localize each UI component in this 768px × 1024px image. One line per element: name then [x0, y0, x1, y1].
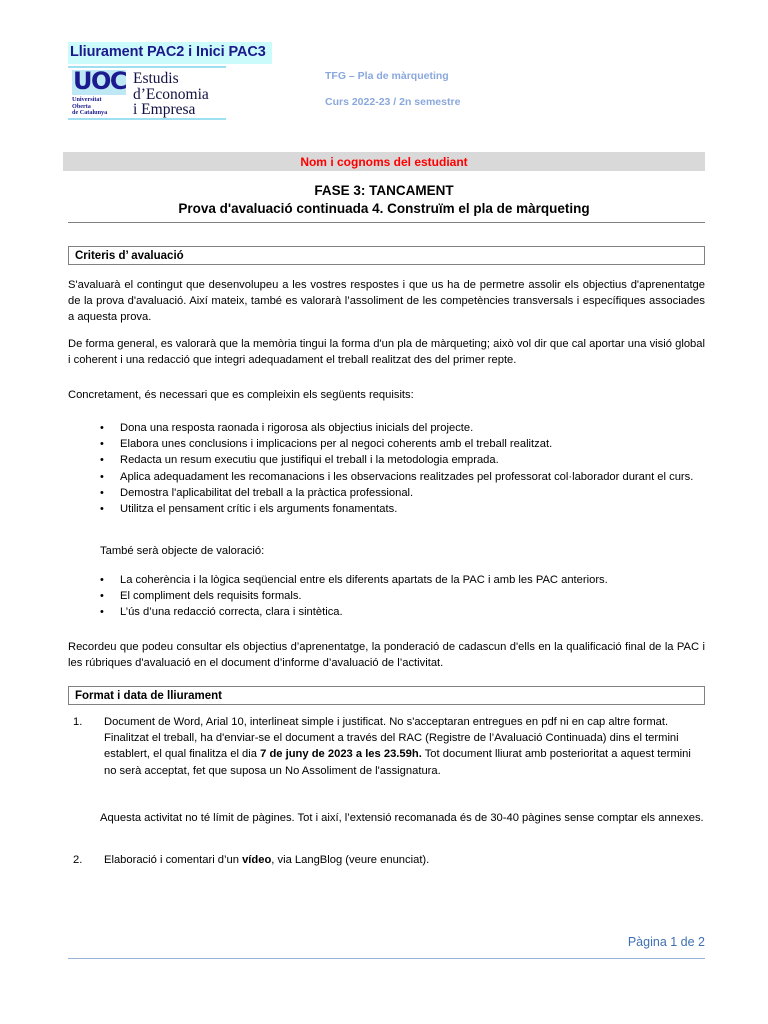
format-item2-text-post: , via LangBlog (veure enunciat). [271, 854, 430, 866]
list-item-text: Demostra l'aplicabilitat del treball a la pràctica professional. [120, 486, 414, 499]
uoc-wordmark: UOC [73, 67, 127, 95]
list-item-marker: 1. [73, 716, 83, 728]
document-header-title-wrap [68, 42, 272, 64]
list-item-text: Utilitza el pensament crític i els arguments fonamentats. [120, 503, 398, 516]
bullet-icon: • [100, 422, 104, 434]
list-item [68, 501, 705, 517]
course-period: Curs 2022-23 / 2n semestre [325, 96, 461, 108]
bullet-icon: • [100, 454, 104, 467]
uoc-subtitle-line-3: de Catalunya [72, 109, 108, 117]
format-item1-text-a: Document de Word, Arial 10, interlineat simple i justificat. No s'acceptaran entregues en pdf ni en cap altre format. [104, 716, 669, 728]
course-meta [325, 70, 460, 108]
list-item-text: L’ús d’una redacció correcta, clara i sintètica. [120, 606, 343, 619]
format-item1-text-b-pre: Finalitzat el treball, ha d'enviar-se el document a través del RAC (Registre de l’Avaluació Continuada) dins el termini establert, el qual finalitza el dia [104, 732, 679, 761]
student-name-band [63, 152, 705, 171]
list-item [68, 572, 705, 588]
criteria-paragraph-3: Concretament, és necessari que es compleixin els següents requisits: [68, 389, 414, 401]
uoc-subtitle-line-2: Oberta [72, 102, 91, 110]
bullet-icon: • [100, 574, 104, 586]
uoc-logo [68, 66, 226, 120]
criteria-paragraph-4: També serà objecte de valoració: [100, 545, 265, 557]
list-item [68, 852, 705, 868]
list-item-text [104, 714, 705, 779]
title-divider [68, 222, 705, 223]
page-title [63, 182, 705, 218]
list-item [68, 436, 705, 452]
list-item-marker: 2. [73, 854, 83, 866]
format-numbered-list [68, 714, 705, 779]
format-numbered-list-item-2 [68, 852, 705, 868]
list-item-text: Redacta un resum executiu que justifiqui el treball i la metodologia emprada. [120, 454, 499, 467]
list-item-text: Elabora unes conclusions i implicacions per al negoci coherents amb el treball realitzat. [120, 438, 553, 451]
section-header-criteria-label: Criteris d’ avaluació [75, 249, 184, 262]
list-item-text: La coherència i la lògica seqüencial entre els diferents apartats de la PAC i amb les PAC anteriors. [120, 574, 608, 586]
uoc-logo-subtitle [72, 97, 130, 117]
document-header-title: Lliurament PAC2 i Inici PAC3 [68, 42, 272, 64]
list-item [68, 420, 705, 436]
list-item-text [104, 852, 705, 868]
list-item [68, 469, 705, 485]
footer-divider [68, 958, 705, 959]
course-title: TFG – Pla de màrqueting [325, 70, 449, 82]
criteria-bullet-list [68, 420, 705, 517]
bullet-icon: • [100, 503, 104, 516]
list-item-text: El compliment dels requisits formals. [120, 590, 302, 603]
uoc-logo-badge [72, 67, 127, 95]
student-name-placeholder: Nom i cognoms del estudiant [300, 154, 468, 169]
list-item [68, 588, 705, 604]
page-title-phase: FASE 3: TANCAMENT [314, 183, 454, 198]
list-item [68, 485, 705, 501]
bullet-icon: • [100, 606, 104, 619]
section-header-format [68, 686, 705, 705]
page-number: Pàgina 1 de 2 [627, 935, 705, 949]
uoc-logo-mark [68, 67, 130, 117]
uoc-subtitle-line-1: Universitat [72, 96, 102, 103]
faculty-name-line-3: i Empresa [133, 101, 196, 118]
format-item1-text-c: Aquesta activitat no té límit de pàgines. Tot i així, l’extensió recomanada és de 30-40 pàgines sense comptar els annexes. [100, 812, 704, 824]
list-item-text: Aplica adequadament les recomanacions i les observacions realitzades pel professorat col·laborador durant el curs. [120, 470, 694, 483]
format-deadline: 7 de juny de 2023 a les 23.59h. [260, 748, 422, 761]
bullet-icon: • [100, 590, 104, 603]
criteria-paragraph-2: De forma general, es valorarà que la memòria tingui la forma d'un pla de màrqueting; això vol dir que cal aportar una visió global i coherent i una redacció que integri adequadament el treball realitzat des del primer repte. [68, 338, 705, 367]
section-header-format-label: Format i data de lliurament [75, 689, 222, 702]
criteria-paragraph-1: S'avaluarà el contingut que desenvolupeu a les vostres respostes i que us ha de permetre assolir els objectius d'aprenentatge de la prova d'avaluació. Així mateix, també es valorarà l’assoliment de les competències transversals i específiques associades a aquesta prova. [68, 279, 705, 324]
list-item [68, 714, 705, 779]
format-item2-video: vídeo [242, 854, 272, 866]
bullet-icon: • [100, 470, 104, 483]
faculty-name-line-2: d’Economia [133, 85, 209, 103]
criteria-bullet-list-2 [68, 572, 705, 621]
faculty-name-line-1: Estudis [133, 70, 179, 87]
faculty-name [133, 70, 209, 118]
section-header-criteria [68, 246, 705, 265]
criteria-paragraph-5: Recordeu que podeu consultar els objectius d’aprenentatge, la ponderació de cadascun d'ells en la qualificació final de la PAC i les rúbriques d'avaluació en el document d’informe d’avaluació de l’activitat. [68, 641, 705, 670]
bullet-icon: • [100, 486, 104, 499]
page-title-subtitle: Prova d'avaluació continuada 4. Construïm el pla de màrqueting [178, 201, 590, 216]
format-item1-text-b-post: Tot document lliurat amb posterioritat a aquest termini no serà acceptat, fet que suposa un No Assoliment de l'assignatura. [104, 748, 691, 777]
logo-body [68, 68, 226, 116]
list-item [68, 604, 705, 620]
bullet-icon: • [100, 438, 104, 451]
logo-bottom-rule [68, 118, 226, 120]
format-item2-text-pre: Elaboració i comentari d’un [104, 854, 243, 866]
list-item-text: Dona una resposta raonada i rigorosa als objectius inicials del projecte. [120, 422, 474, 434]
list-item [68, 452, 705, 468]
